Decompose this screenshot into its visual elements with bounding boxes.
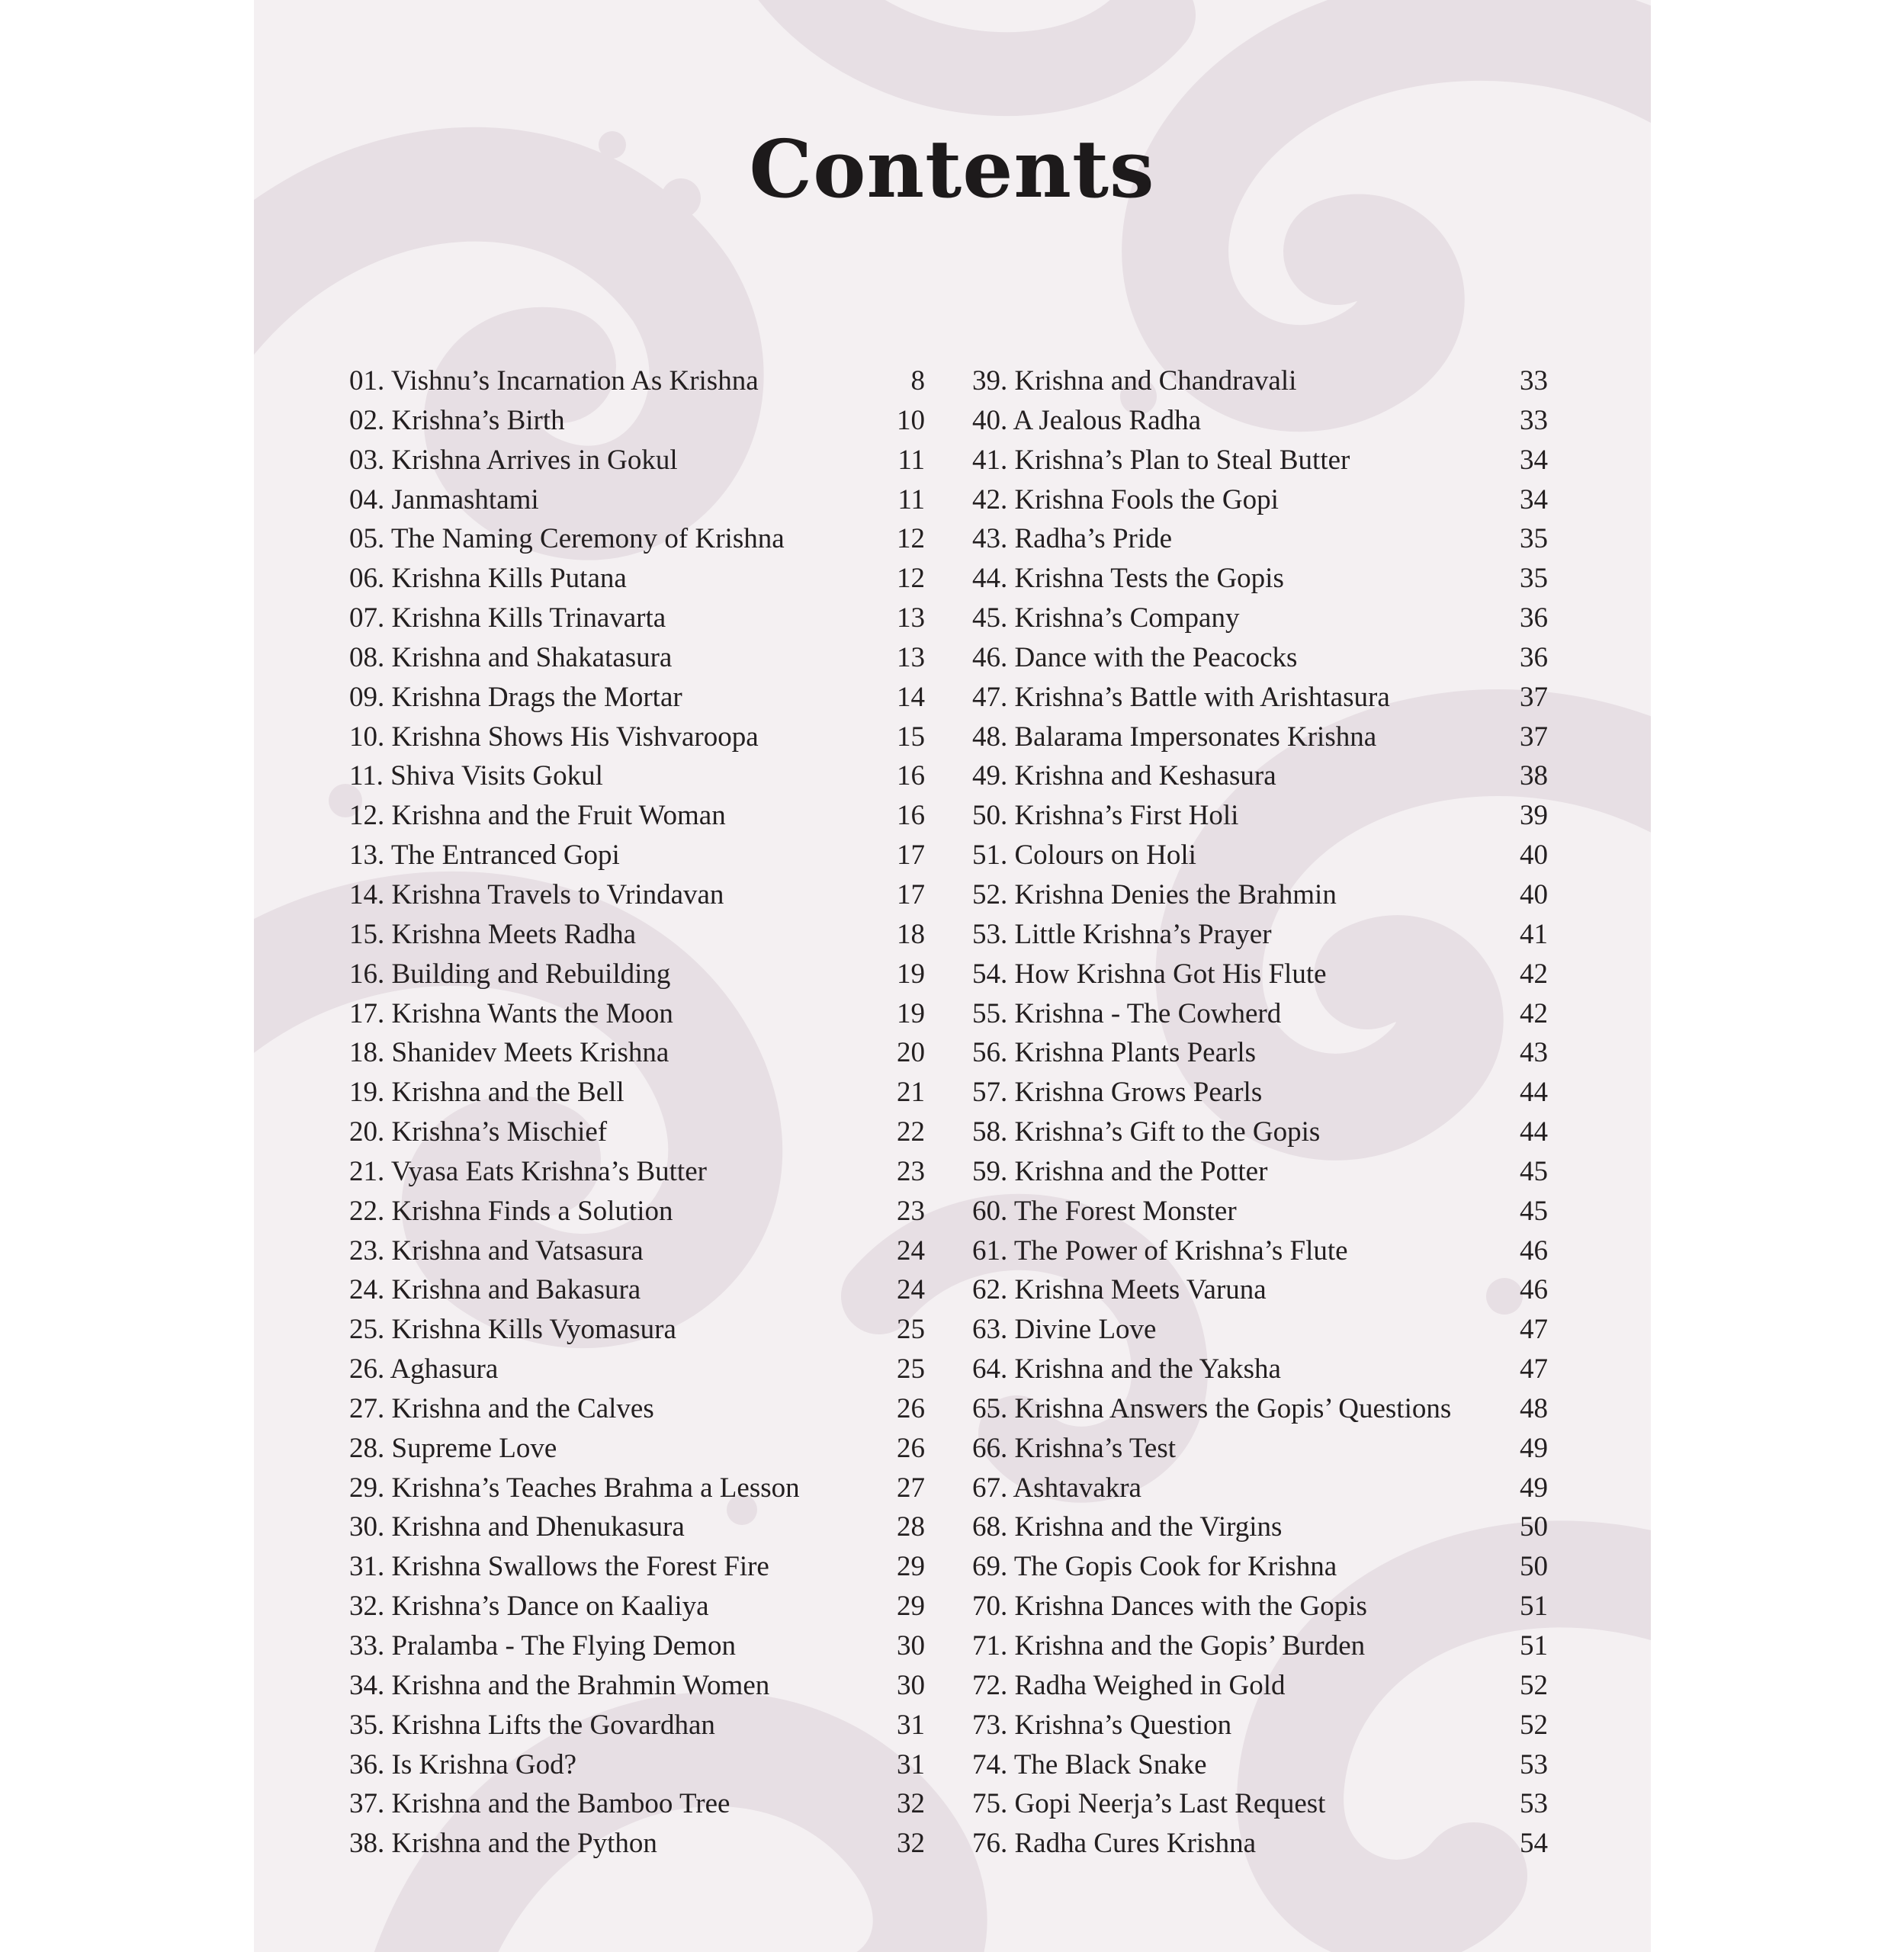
toc-entry bbox=[349, 480, 925, 520]
contents-column-right bbox=[972, 361, 1548, 1864]
toc-entry-page: 12 bbox=[897, 523, 925, 555]
toc-entry-title: 28. Supreme Love bbox=[349, 1432, 557, 1464]
swirl-shape bbox=[788, 0, 1154, 74]
toc-entry-page: 51 bbox=[1520, 1630, 1548, 1661]
toc-entry-page: 40 bbox=[1520, 878, 1548, 910]
toc-entry-page: 28 bbox=[897, 1511, 925, 1543]
toc-entry bbox=[349, 1310, 925, 1350]
toc-entry-title: 35. Krishna Lifts the Govardhan bbox=[349, 1709, 715, 1741]
toc-entry-title: 24. Krishna and Bakasura bbox=[349, 1274, 641, 1306]
toc-entry-title: 43. Radha’s Pride bbox=[972, 523, 1173, 555]
toc-entry bbox=[349, 638, 925, 678]
toc-entry-page: 24 bbox=[897, 1274, 925, 1306]
toc-entry-page: 46 bbox=[1520, 1274, 1548, 1306]
toc-entry-title: 06. Krishna Kills Putana bbox=[349, 563, 627, 595]
toc-entry bbox=[349, 915, 925, 955]
toc-entry bbox=[349, 1350, 925, 1389]
toc-entry bbox=[349, 1626, 925, 1666]
toc-entry bbox=[972, 718, 1548, 757]
toc-entry-title: 60. The Forest Monster bbox=[972, 1195, 1237, 1227]
toc-entry-title: 05. The Naming Ceremony of Krishna bbox=[349, 523, 785, 555]
toc-entry-page: 14 bbox=[897, 681, 925, 713]
toc-entry-page: 25 bbox=[897, 1353, 925, 1385]
toc-entry bbox=[349, 1112, 925, 1152]
toc-entry-page: 17 bbox=[897, 840, 925, 872]
toc-entry-page: 17 bbox=[897, 878, 925, 910]
toc-entry-title: 31. Krishna Swallows the Forest Fire bbox=[349, 1551, 769, 1583]
toc-entry-page: 10 bbox=[897, 404, 925, 436]
toc-entry bbox=[349, 718, 925, 757]
toc-entry-page: 42 bbox=[1520, 997, 1548, 1029]
toc-entry-title: 61. The Power of Krishna’s Flute bbox=[972, 1234, 1348, 1267]
toc-entry bbox=[349, 1587, 925, 1626]
toc-entry-page: 51 bbox=[1520, 1591, 1548, 1623]
toc-entry-title: 54. How Krishna Got His Flute bbox=[972, 958, 1327, 990]
toc-entry-page: 29 bbox=[897, 1551, 925, 1583]
toc-entry bbox=[972, 638, 1548, 678]
toc-entry-page: 41 bbox=[1520, 918, 1548, 950]
toc-entry bbox=[972, 1350, 1548, 1389]
toc-entry-title: 26. Aghasura bbox=[349, 1353, 499, 1385]
toc-entry-title: 67. Ashtavakra bbox=[972, 1472, 1141, 1504]
toc-entry-page: 24 bbox=[897, 1234, 925, 1267]
toc-entry bbox=[972, 559, 1548, 599]
toc-entry-title: 71. Krishna and the Gopis’ Burden bbox=[972, 1630, 1366, 1661]
toc-entry-title: 04. Janmashtami bbox=[349, 483, 539, 515]
toc-entry bbox=[349, 361, 925, 401]
toc-entry bbox=[349, 756, 925, 796]
toc-entry-page: 11 bbox=[897, 444, 925, 476]
toc-entry-title: 59. Krishna and the Potter bbox=[972, 1155, 1268, 1187]
toc-entry bbox=[972, 796, 1548, 836]
toc-entry-page: 44 bbox=[1520, 1116, 1548, 1148]
toc-entry-title: 10. Krishna Shows His Vishvaroopa bbox=[349, 721, 759, 753]
toc-entry bbox=[972, 1073, 1548, 1112]
toc-entry-page: 23 bbox=[897, 1195, 925, 1227]
toc-entry-page: 31 bbox=[897, 1748, 925, 1780]
toc-entry-page: 43 bbox=[1520, 1037, 1548, 1069]
toc-entry-page: 38 bbox=[1520, 760, 1548, 792]
toc-entry-page: 35 bbox=[1520, 523, 1548, 555]
toc-entry-title: 58. Krishna’s Gift to the Gopis bbox=[972, 1116, 1321, 1148]
toc-entry bbox=[349, 1824, 925, 1864]
toc-entry bbox=[349, 519, 925, 559]
toc-entry-page: 21 bbox=[897, 1077, 925, 1109]
toc-entry-page: 50 bbox=[1520, 1551, 1548, 1583]
toc-entry bbox=[349, 599, 925, 638]
toc-entry-title: 14. Krishna Travels to Vrindavan bbox=[349, 878, 724, 910]
toc-entry-page: 47 bbox=[1520, 1353, 1548, 1385]
toc-entry-page: 39 bbox=[1520, 800, 1548, 832]
toc-entry-title: 34. Krishna and the Brahmin Women bbox=[349, 1669, 770, 1701]
toc-entry-title: 56. Krishna Plants Pearls bbox=[972, 1037, 1257, 1069]
toc-entry bbox=[349, 1784, 925, 1824]
toc-entry-page: 31 bbox=[897, 1709, 925, 1741]
toc-entry bbox=[972, 361, 1548, 401]
toc-entry-page: 45 bbox=[1520, 1195, 1548, 1227]
toc-entry-title: 65. Krishna Answers the Gopis’ Questions bbox=[972, 1392, 1452, 1424]
toc-entry bbox=[349, 1192, 925, 1231]
toc-entry-title: 70. Krishna Dances with the Gopis bbox=[972, 1591, 1367, 1623]
toc-entry bbox=[349, 1429, 925, 1469]
toc-entry bbox=[972, 599, 1548, 638]
toc-entry-page: 22 bbox=[897, 1116, 925, 1148]
toc-entry-title: 36. Is Krishna God? bbox=[349, 1748, 577, 1780]
toc-entry-title: 69. The Gopis Cook for Krishna bbox=[972, 1551, 1337, 1583]
toc-entry-page: 50 bbox=[1520, 1511, 1548, 1543]
toc-entry-title: 75. Gopi Neerja’s Last Request bbox=[972, 1788, 1326, 1820]
toc-entry-page: 54 bbox=[1520, 1828, 1548, 1860]
toc-entry bbox=[972, 1587, 1548, 1626]
toc-entry bbox=[972, 875, 1548, 915]
toc-entry bbox=[349, 1706, 925, 1745]
toc-entry-page: 15 bbox=[897, 721, 925, 753]
toc-entry bbox=[972, 480, 1548, 520]
toc-entry-page: 52 bbox=[1520, 1669, 1548, 1701]
toc-entry-title: 68. Krishna and the Virgins bbox=[972, 1511, 1283, 1543]
toc-entry-page: 35 bbox=[1520, 563, 1548, 595]
toc-entry-title: 02. Krishna’s Birth bbox=[349, 404, 565, 436]
toc-entry bbox=[349, 836, 925, 875]
toc-entry bbox=[972, 1231, 1548, 1271]
toc-entry-page: 53 bbox=[1520, 1748, 1548, 1780]
toc-entry bbox=[972, 1429, 1548, 1469]
toc-entry-title: 03. Krishna Arrives in Gokul bbox=[349, 444, 678, 476]
toc-entry-title: 47. Krishna’s Battle with Arishtasura bbox=[972, 681, 1390, 713]
toc-entry-page: 49 bbox=[1520, 1472, 1548, 1504]
toc-entry-page: 25 bbox=[897, 1314, 925, 1346]
toc-entry bbox=[972, 1745, 1548, 1785]
toc-entry bbox=[349, 1073, 925, 1112]
toc-entry-page: 47 bbox=[1520, 1314, 1548, 1346]
toc-entry bbox=[972, 1270, 1548, 1310]
toc-entry-title: 73. Krishna’s Question bbox=[972, 1709, 1232, 1741]
toc-entry-title: 20. Krishna’s Mischief bbox=[349, 1116, 608, 1148]
toc-entry-title: 07. Krishna Kills Trinavarta bbox=[349, 602, 666, 634]
toc-entry bbox=[349, 1469, 925, 1508]
toc-entry-title: 76. Radha Cures Krishna bbox=[972, 1828, 1256, 1860]
toc-entry bbox=[972, 1706, 1548, 1745]
toc-entry-page: 20 bbox=[897, 1037, 925, 1069]
toc-entry bbox=[972, 1507, 1548, 1547]
toc-entry bbox=[972, 1626, 1548, 1666]
toc-entry-page: 32 bbox=[897, 1828, 925, 1860]
toc-entry-page: 49 bbox=[1520, 1432, 1548, 1464]
toc-entry-title: 38. Krishna and the Python bbox=[349, 1828, 657, 1860]
toc-entry-page: 30 bbox=[897, 1669, 925, 1701]
toc-entry-page: 11 bbox=[897, 483, 925, 515]
toc-entry-page: 26 bbox=[897, 1432, 925, 1464]
toc-entry-page: 34 bbox=[1520, 483, 1548, 515]
toc-entry bbox=[972, 994, 1548, 1034]
toc-entry bbox=[349, 1152, 925, 1192]
toc-entry bbox=[349, 994, 925, 1034]
toc-entry bbox=[349, 441, 925, 480]
toc-entry-title: 01. Vishnu’s Incarnation As Krishna bbox=[349, 365, 759, 396]
contents-column-left bbox=[349, 361, 925, 1864]
toc-entry-title: 74. The Black Snake bbox=[972, 1748, 1207, 1780]
toc-entry bbox=[349, 559, 925, 599]
toc-entry bbox=[972, 401, 1548, 441]
toc-entry bbox=[972, 678, 1548, 718]
toc-entry-title: 18. Shanidev Meets Krishna bbox=[349, 1037, 669, 1069]
toc-entry-title: 37. Krishna and the Bamboo Tree bbox=[349, 1788, 730, 1820]
toc-entry-page: 48 bbox=[1520, 1392, 1548, 1424]
toc-entry-page: 45 bbox=[1520, 1155, 1548, 1187]
toc-entry bbox=[972, 1784, 1548, 1824]
toc-entry-title: 48. Balarama Impersonates Krishna bbox=[972, 721, 1377, 753]
toc-entry-page: 40 bbox=[1520, 840, 1548, 872]
toc-entry-page: 8 bbox=[910, 365, 925, 396]
toc-entry bbox=[349, 1666, 925, 1706]
toc-entry-page: 16 bbox=[897, 760, 925, 792]
toc-entry-title: 40. A Jealous Radha bbox=[972, 404, 1202, 436]
toc-entry-page: 53 bbox=[1520, 1788, 1548, 1820]
toc-entry-title: 11. Shiva Visits Gokul bbox=[349, 760, 603, 792]
toc-entry-title: 15. Krishna Meets Radha bbox=[349, 918, 637, 950]
toc-entry bbox=[972, 1389, 1548, 1429]
toc-entry-title: 63. Divine Love bbox=[972, 1314, 1157, 1346]
toc-entry-page: 46 bbox=[1520, 1234, 1548, 1267]
toc-entry-page: 30 bbox=[897, 1630, 925, 1661]
toc-entry-page: 16 bbox=[897, 800, 925, 832]
toc-entry-page: 27 bbox=[897, 1472, 925, 1504]
toc-entry-title: 64. Krishna and the Yaksha bbox=[972, 1353, 1281, 1385]
toc-entry bbox=[972, 441, 1548, 480]
toc-entry-title: 13. The Entranced Gopi bbox=[349, 840, 620, 872]
toc-entry-title: 17. Krishna Wants the Moon bbox=[349, 997, 673, 1029]
toc-entry bbox=[972, 1547, 1548, 1587]
toc-entry bbox=[972, 756, 1548, 796]
toc-entry-page: 42 bbox=[1520, 958, 1548, 990]
toc-entry bbox=[972, 1666, 1548, 1706]
toc-entry bbox=[349, 1745, 925, 1785]
toc-entry bbox=[972, 1112, 1548, 1152]
toc-entry-page: 33 bbox=[1520, 365, 1548, 396]
toc-entry-title: 39. Krishna and Chandravali bbox=[972, 365, 1297, 396]
toc-entry bbox=[349, 796, 925, 836]
toc-entry-page: 32 bbox=[897, 1788, 925, 1820]
toc-entry-title: 09. Krishna Drags the Mortar bbox=[349, 681, 682, 713]
toc-entry-page: 33 bbox=[1520, 404, 1548, 436]
toc-entry-title: 44. Krishna Tests the Gopis bbox=[972, 563, 1284, 595]
toc-entry-title: 21. Vyasa Eats Krishna’s Butter bbox=[349, 1155, 707, 1187]
toc-entry-title: 46. Dance with the Peacocks bbox=[972, 641, 1298, 673]
toc-entry-title: 25. Krishna Kills Vyomasura bbox=[349, 1314, 676, 1346]
toc-entry bbox=[972, 1310, 1548, 1350]
toc-entry bbox=[349, 1033, 925, 1073]
page-title: Contents bbox=[749, 122, 1155, 216]
toc-entry-page: 18 bbox=[897, 918, 925, 950]
toc-entry-title: 16. Building and Rebuilding bbox=[349, 958, 671, 990]
toc-entry bbox=[972, 1469, 1548, 1508]
toc-entry-page: 12 bbox=[897, 563, 925, 595]
toc-entry bbox=[972, 519, 1548, 559]
toc-entry bbox=[349, 1270, 925, 1310]
toc-entry bbox=[349, 875, 925, 915]
toc-entry bbox=[349, 1231, 925, 1271]
toc-entry-page: 13 bbox=[897, 641, 925, 673]
toc-entry bbox=[972, 836, 1548, 875]
toc-entry-title: 50. Krishna’s First Holi bbox=[972, 800, 1239, 832]
toc-entry-title: 49. Krishna and Keshasura bbox=[972, 760, 1276, 792]
toc-entry-page: 29 bbox=[897, 1591, 925, 1623]
toc-entry bbox=[972, 1152, 1548, 1192]
toc-entry bbox=[972, 1824, 1548, 1864]
toc-entry-page: 13 bbox=[897, 602, 925, 634]
toc-entry-title: 42. Krishna Fools the Gopi bbox=[972, 483, 1279, 515]
toc-entry bbox=[972, 955, 1548, 994]
toc-entry-title: 66. Krishna’s Test bbox=[972, 1432, 1177, 1464]
toc-entry-title: 62. Krishna Meets Varuna bbox=[972, 1274, 1267, 1306]
toc-entry bbox=[349, 1389, 925, 1429]
toc-entry-title: 08. Krishna and Shakatasura bbox=[349, 641, 673, 673]
toc-entry-page: 52 bbox=[1520, 1709, 1548, 1741]
toc-entry-title: 51. Colours on Holi bbox=[972, 840, 1196, 872]
toc-entry-page: 19 bbox=[897, 958, 925, 990]
toc-entry-page: 34 bbox=[1520, 444, 1548, 476]
toc-entry bbox=[349, 1507, 925, 1547]
toc-entry-title: 30. Krishna and Dhenukasura bbox=[349, 1511, 685, 1543]
toc-entry-page: 44 bbox=[1520, 1077, 1548, 1109]
toc-entry-title: 22. Krishna Finds a Solution bbox=[349, 1195, 673, 1227]
toc-entry-title: 32. Krishna’s Dance on Kaaliya bbox=[349, 1591, 709, 1623]
toc-entry-page: 23 bbox=[897, 1155, 925, 1187]
toc-entry bbox=[972, 1033, 1548, 1073]
toc-entry-page: 26 bbox=[897, 1392, 925, 1424]
toc-entry-title: 52. Krishna Denies the Brahmin bbox=[972, 878, 1337, 910]
toc-entry bbox=[349, 1547, 925, 1587]
toc-entry bbox=[972, 1192, 1548, 1231]
toc-entry-title: 19. Krishna and the Bell bbox=[349, 1077, 624, 1109]
toc-entry-title: 72. Radha Weighed in Gold bbox=[972, 1669, 1286, 1701]
toc-entry-page: 19 bbox=[897, 997, 925, 1029]
toc-entry-page: 37 bbox=[1520, 681, 1548, 713]
toc-entry-title: 55. Krishna - The Cowherd bbox=[972, 997, 1282, 1029]
toc-entry-title: 27. Krishna and the Calves bbox=[349, 1392, 654, 1424]
toc-entry-title: 12. Krishna and the Fruit Woman bbox=[349, 800, 726, 832]
toc-entry bbox=[349, 955, 925, 994]
toc-entry-page: 36 bbox=[1520, 602, 1548, 634]
toc-entry-page: 36 bbox=[1520, 641, 1548, 673]
toc-entry bbox=[349, 678, 925, 718]
toc-entry-page: 37 bbox=[1520, 721, 1548, 753]
toc-entry-title: 29. Krishna’s Teaches Brahma a Lesson bbox=[349, 1472, 800, 1504]
toc-entry-title: 45. Krishna’s Company bbox=[972, 602, 1240, 634]
toc-entry-title: 53. Little Krishna’s Prayer bbox=[972, 918, 1272, 950]
toc-entry bbox=[972, 915, 1548, 955]
toc-entry bbox=[349, 401, 925, 441]
toc-entry-title: 57. Krishna Grows Pearls bbox=[972, 1077, 1263, 1109]
toc-entry-title: 33. Pralamba - The Flying Demon bbox=[349, 1630, 736, 1661]
toc-entry-title: 41. Krishna’s Plan to Steal Butter bbox=[972, 444, 1350, 476]
toc-entry-title: 23. Krishna and Vatsasura bbox=[349, 1234, 644, 1267]
